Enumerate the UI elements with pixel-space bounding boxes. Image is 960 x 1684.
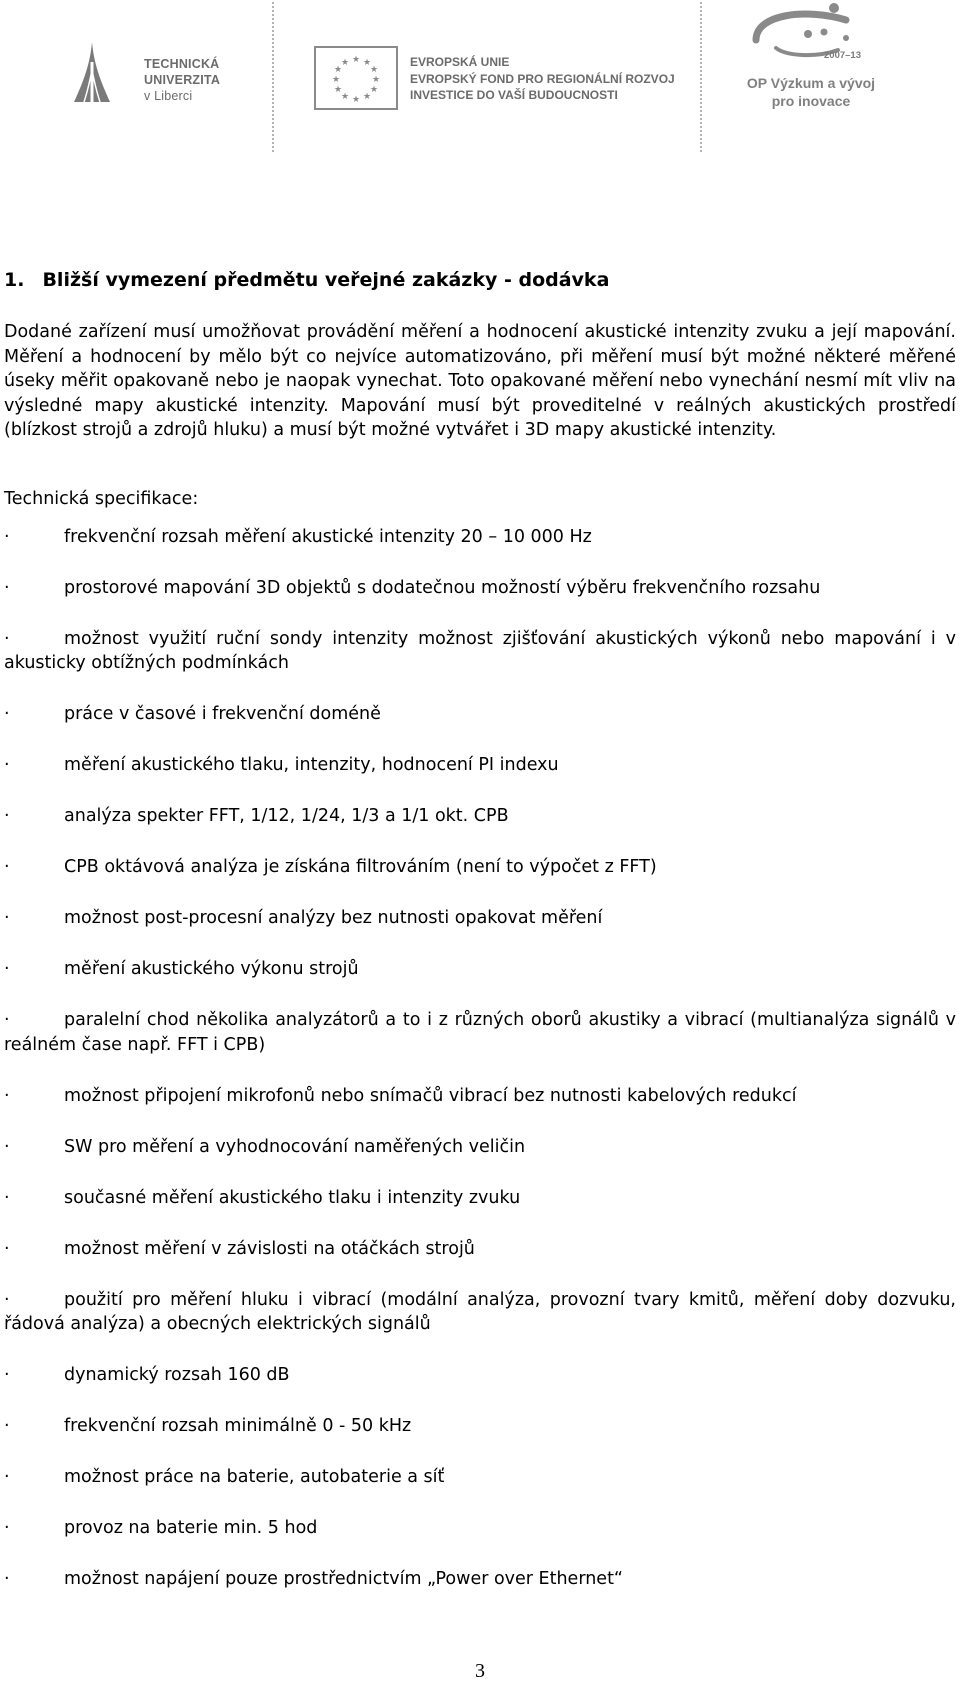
spec-item	[4, 957, 956, 982]
spec-item-text: dynamický rozsah 160 dB	[64, 1365, 290, 1385]
spec-item	[4, 1414, 956, 1439]
tul-logo-text	[144, 56, 220, 104]
spec-item-text: frekvenční rozsah měření akustické intenzity 20 – 10 000 Hz	[64, 526, 592, 547]
tul-logo	[72, 40, 222, 115]
spec-item	[4, 1363, 956, 1388]
spec-item-text: prostorové mapování 3D objektů s dodatečnou možností výběru frekvenčního rozsahu	[64, 577, 821, 598]
bullet-icon: ·	[4, 704, 10, 724]
spec-item	[4, 855, 956, 880]
intro-paragraph: Dodané zařízení musí umožňovat provádění měření a hodnocení akustické intenzity zvuku a její mapování. Měření a hodnocení by mělo být co nejvíce automatizováno, při měření musí být možné některé měřené úseky měřit opakovaně nebo je naopak vynechat. Toto opakované měření nebo vynechání nesmí mít vliv na výsledné mapy akustické intenzity. Mapování musí být proveditelné v reálných akustických prostředí (blízkost strojů a zdrojů hluku) a musí být možné vytvářet i 3D mapy akustické intenzity.	[4, 322, 956, 440]
tul-logo-line-2: UNIVERZITA	[144, 73, 221, 87]
bullet-icon: ·	[4, 628, 10, 649]
spec-list	[4, 525, 956, 1592]
section-number: 1.	[4, 269, 25, 291]
svg-text:★: ★	[340, 92, 350, 102]
header-divider	[700, 2, 702, 152]
spec-item-text: frekvenční rozsah minimálně 0 - 50 kHz	[64, 1416, 412, 1436]
spec-item-text: použití pro měření hluku i vibrací (modální analýza, provozní tvary kmitů, měření doby dozvuku, řádová analýza) a obecných elektrických signálů	[4, 1289, 956, 1334]
bullet-icon: ·	[4, 1085, 10, 1106]
spec-item-text: CPB oktávová analýza je získána filtrováním (není to výpočet z FFT)	[64, 857, 657, 877]
bullet-icon: ·	[4, 526, 10, 547]
spec-item	[4, 1135, 956, 1160]
spec-item-text: měření akustického výkonu strojů	[64, 959, 359, 979]
svg-text:★: ★	[333, 65, 343, 75]
bullet-icon: ·	[4, 1416, 10, 1436]
spec-item-text: možnost připojení mikrofonů nebo snímačů vibrací bez nutnosti kabelových redukcí	[64, 1085, 797, 1106]
svg-text:★: ★	[369, 65, 379, 75]
bullet-icon: ·	[4, 755, 10, 775]
spec-item-text: možnost využití ruční sondy intenzity možnost zjišťování akustických výkonů nebo mapování i v akusticky obtížných podmínkách	[4, 628, 956, 673]
svg-text:★: ★	[362, 58, 372, 68]
spec-item	[4, 576, 956, 601]
svg-text:★: ★	[351, 95, 361, 105]
logo-header	[0, 0, 960, 160]
section-title: Bližší vymezení předmětu veřejné zakázky - dodávka	[42, 269, 610, 291]
eu-logo	[314, 46, 675, 116]
header-divider	[272, 2, 274, 152]
eu-logo-text	[410, 54, 675, 104]
section-heading	[4, 268, 960, 292]
spec-item-text: paralelní chod několika analyzátorů a to i z různých oborů akustiky a vibrací (multianalýza signálů v reálném čase např. FFT i CPB)	[4, 1010, 956, 1055]
op-logo-line-2: pro inovace	[771, 93, 851, 109]
spec-item-text: možnost práce na baterie, autobaterie a síť	[64, 1467, 445, 1487]
bullet-icon: ·	[4, 806, 10, 826]
document-body	[4, 268, 960, 1618]
spec-item	[4, 1186, 956, 1211]
spec-item	[4, 627, 956, 676]
op-logo-line-1: OP Výzkum a vývoj	[746, 75, 876, 91]
spec-item	[4, 702, 956, 727]
spec-item-text: práce v časové i frekvenční doméně	[64, 704, 381, 724]
bullet-icon: ·	[4, 1136, 10, 1157]
svg-text:★: ★	[333, 85, 343, 95]
spec-item	[4, 906, 956, 931]
svg-text:★: ★	[331, 75, 341, 85]
spec-item-text: možnost post-procesní analýzy bez nutnosti opakovat měření	[64, 908, 603, 928]
eu-logo-line-1: EVROPSKÁ UNIE	[410, 55, 510, 69]
bullet-icon: ·	[4, 1010, 10, 1030]
spec-item-text: SW pro měření a vyhodnocování naměřených veličin	[64, 1136, 526, 1157]
spec-item	[4, 525, 956, 550]
spec-item-text: provoz na baterie min. 5 hod	[64, 1518, 318, 1538]
spec-title: Technická specifikace:	[4, 488, 199, 509]
spec-item	[4, 1008, 956, 1057]
op-logo	[740, 0, 900, 120]
tul-logo-line-3: v Liberci	[144, 89, 193, 103]
spec-item	[4, 1465, 956, 1490]
spec-item-text: možnost napájení pouze prostřednictvím „Power over Ethernet“	[64, 1569, 624, 1589]
bullet-icon: ·	[4, 1187, 10, 1208]
spec-item	[4, 1567, 956, 1592]
svg-text:★: ★	[340, 58, 350, 68]
bullet-icon: ·	[4, 1569, 10, 1589]
eu-logo-line-3: INVESTICE DO VAŠÍ BUDOUCNOSTI	[410, 88, 618, 102]
spec-item	[4, 1516, 956, 1541]
bullet-icon: ·	[4, 1238, 10, 1259]
spec-item	[4, 804, 956, 829]
tul-logo-line-1: TECHNICKÁ	[144, 57, 220, 71]
svg-text:★: ★	[371, 75, 381, 85]
bullet-icon: ·	[4, 1289, 10, 1310]
bullet-icon: ·	[4, 1518, 10, 1538]
bullet-icon: ·	[4, 577, 10, 598]
svg-text:★: ★	[369, 85, 379, 95]
bullet-icon: ·	[4, 1365, 10, 1385]
spec-item	[4, 1288, 956, 1337]
tul-emblem-icon	[72, 40, 112, 106]
svg-text:★: ★	[362, 92, 372, 102]
eu-flag-icon	[314, 46, 398, 110]
spec-item-text: současné měření akustického tlaku i intenzity zvuku	[64, 1187, 521, 1208]
spec-item	[4, 753, 956, 778]
spec-item-text: měření akustického tlaku, intenzity, hodnocení PI indexu	[64, 755, 559, 775]
op-swoosh-icon	[746, 0, 886, 70]
page-number: 3	[475, 1660, 485, 1682]
eu-logo-line-2: EVROPSKÝ FOND PRO REGIONÁLNÍ ROZVOJ	[410, 71, 675, 86]
spec-item-text: analýza spekter FFT, 1/12, 1/24, 1/3 a 1/1 okt. CPB	[64, 806, 509, 826]
spec-item	[4, 1237, 956, 1262]
svg-text:★: ★	[351, 55, 361, 65]
spec-item-text: možnost měření v závislosti na otáčkách strojů	[64, 1238, 475, 1259]
op-logo-year: 2007–13	[824, 50, 861, 61]
bullet-icon: ·	[4, 857, 10, 877]
op-logo-text	[746, 74, 876, 110]
bullet-icon: ·	[4, 908, 10, 928]
bullet-icon: ·	[4, 959, 10, 979]
bullet-icon: ·	[4, 1467, 10, 1487]
spec-item	[4, 1084, 956, 1109]
